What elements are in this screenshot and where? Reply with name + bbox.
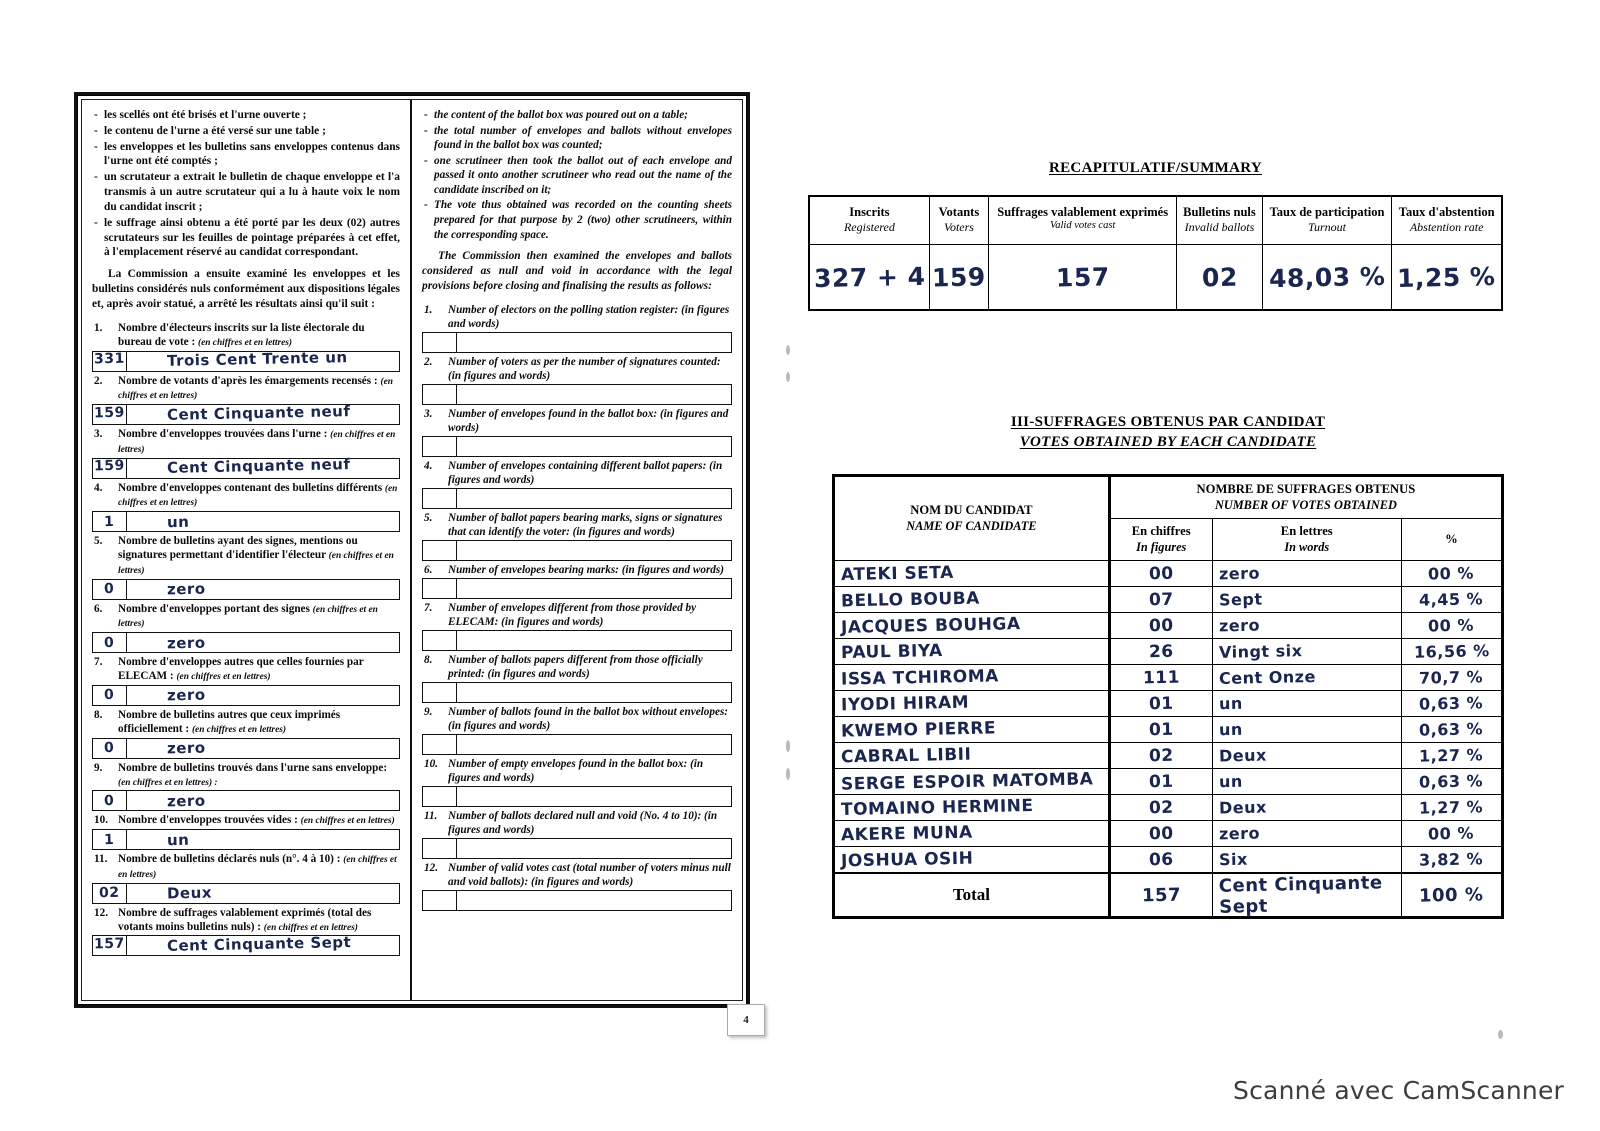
form-item	[422, 459, 732, 509]
bullet-item: - un scrutateur a extrait le bulletin de chaque enveloppe et l'a transmis à un autre scrutateur qui a lu à haute voix le nom du candidat inscrit ;	[92, 170, 400, 214]
cell-percent[interactable]: 00 %	[1401, 613, 1502, 639]
table-row	[834, 561, 1503, 587]
form-item	[92, 813, 400, 850]
words-cell	[457, 333, 731, 352]
scanned-form-page	[74, 92, 750, 1008]
col-inscrits: Inscrits Registered	[809, 196, 929, 245]
cell-words[interactable]: Vingt six	[1212, 639, 1401, 665]
cell-candidate-name[interactable]: JOSHUA OSIH	[834, 847, 1110, 874]
bullet-item: - The vote thus obtained was recorded on the counting sheets prepared for that purpose by 2 (two) other scrutineers, within the corresponding space.	[422, 198, 732, 242]
header-percent: %	[1401, 519, 1502, 561]
page-number-tab: 4	[727, 1004, 765, 1036]
form-item	[92, 906, 400, 957]
scan-speck	[786, 345, 790, 355]
cell-figures[interactable]: 26	[1109, 639, 1212, 665]
header-votes-obtained: NOMBRE DE SUFFRAGES OBTENUS NUMBER OF VOTES OBTAINED	[1109, 476, 1502, 519]
bullet-item: - les scellés ont été brisés et l'urne ouverte ;	[92, 108, 400, 123]
cell-candidate-name[interactable]: PAUL BIYA	[834, 639, 1110, 665]
cell-percent[interactable]: 0,63 %	[1401, 769, 1502, 795]
figure-cell	[423, 579, 457, 598]
cell-words[interactable]: Cent Onze	[1212, 665, 1401, 691]
form-item	[92, 655, 400, 706]
words-cell: Trois Cent Trente un	[166, 348, 348, 370]
header-in-figures: En chiffres In figures	[1109, 519, 1212, 561]
words-cell	[457, 787, 731, 806]
cell-words[interactable]: zero	[1212, 613, 1401, 639]
words-cell: zero	[166, 738, 206, 758]
answer-box[interactable]	[92, 829, 400, 850]
table-row	[834, 639, 1503, 665]
english-numbered-items	[422, 303, 732, 911]
item-label: Number of envelopes bearing marks: (in figures and words)	[448, 563, 724, 576]
answer-box[interactable]	[92, 932, 400, 956]
answer-box[interactable]	[92, 455, 400, 479]
figure-cell: 02	[93, 884, 127, 903]
scan-speck	[786, 372, 790, 382]
item-label: Number of empty envelopes found in the ballot box: (in figures and words)	[448, 757, 704, 784]
table-row	[834, 821, 1503, 847]
answer-box[interactable]	[92, 790, 400, 811]
words-cell: zero	[166, 791, 206, 811]
answer-box[interactable]	[92, 348, 400, 372]
cell-percent[interactable]: 16,56 %	[1401, 639, 1502, 665]
cell-candidate-name[interactable]: TOMAINO HERMINE	[834, 795, 1110, 821]
cell-figures[interactable]: 00	[1109, 821, 1212, 847]
cell-candidate-name[interactable]: SERGE ESPOIR MATOMBA	[834, 769, 1110, 795]
english-commission-paragraph: The Commission then examined the envelopes and ballots considered as null and void in accordance with the legal provisions before closing and finalising the results as follows:	[422, 250, 732, 292]
words-cell	[457, 579, 731, 598]
words-cell: Cent Cinquante Sept	[166, 932, 352, 955]
figure-cell	[423, 631, 457, 650]
value-inscrits[interactable]: 327 + 4	[809, 245, 929, 311]
figure-cell: 159	[93, 405, 127, 424]
item-label: Nombre d'enveloppes contenant des bulletins différents (en chiffres et en lettres)	[118, 481, 398, 509]
col-suffrages-valables: Suffrages valablement exprimés Valid votes cast	[989, 196, 1177, 245]
total-figures[interactable]: 157	[1109, 873, 1212, 918]
cell-figures[interactable]: 07	[1109, 587, 1212, 613]
header-candidate-name: NOM DU CANDIDAT NAME OF CANDIDATE	[834, 476, 1110, 561]
words-cell: un	[166, 830, 190, 849]
figure-cell: 0	[93, 633, 127, 652]
figure-cell: 157	[93, 936, 127, 955]
cell-figures[interactable]: 02	[1109, 743, 1212, 769]
answer-box[interactable]	[92, 579, 400, 600]
item-label: Nombre d'enveloppes trouvées vides : (en chiffres et en lettres)	[118, 814, 395, 827]
cell-words[interactable]: Six	[1212, 847, 1401, 874]
words-cell	[457, 631, 731, 650]
figure-cell	[423, 839, 457, 858]
answer-box[interactable]	[92, 883, 400, 904]
cell-words[interactable]: zero	[1212, 561, 1401, 587]
form-item	[92, 852, 400, 904]
figure-cell: 0	[93, 791, 127, 810]
form-item	[92, 321, 400, 372]
words-cell	[457, 385, 731, 404]
words-cell	[457, 541, 731, 560]
answer-box[interactable]	[92, 632, 400, 653]
item-label: Nombre d'enveloppes portant des signes (en chiffres et en lettres)	[118, 602, 378, 630]
col-bulletins-nuls: Bulletins nuls Invalid ballots	[1177, 196, 1262, 245]
value-suffrages-valables[interactable]: 157	[989, 245, 1177, 311]
figure-cell: 0	[93, 580, 127, 599]
english-column	[412, 100, 742, 1000]
table-header-row	[809, 196, 1502, 245]
answer-box[interactable]	[92, 511, 400, 532]
item-label: Nombre de bulletins trouvés dans l'urne sans enveloppe: (en chiffres et en lettres) :	[118, 761, 388, 788]
cell-words[interactable]: un	[1212, 691, 1401, 717]
table-header-row-1	[834, 476, 1503, 519]
cell-figures[interactable]: 01	[1109, 691, 1212, 717]
cell-percent[interactable]: 1,27 %	[1401, 795, 1502, 821]
figure-cell: 159	[93, 459, 127, 478]
figure-cell: 0	[93, 739, 127, 758]
votes-by-candidate-table	[832, 474, 1504, 919]
value-bulletins-nuls[interactable]: 02	[1177, 245, 1262, 311]
scan-speck	[786, 768, 790, 780]
words-cell: Cent Cinquante neuf	[166, 455, 351, 477]
cell-percent[interactable]: 00 %	[1401, 561, 1502, 587]
form-item	[422, 653, 732, 703]
value-votants[interactable]: 159	[929, 245, 988, 311]
answer-box[interactable]	[422, 540, 732, 561]
item-label: Number of voters as per the number of signatures counted: (in figures and words)	[448, 355, 721, 382]
figure-cell	[423, 385, 457, 404]
figure-cell: 1	[93, 830, 127, 849]
words-cell	[457, 735, 731, 754]
form-item	[422, 861, 732, 911]
words-cell: Cent Cinquante neuf	[166, 401, 351, 424]
form-item	[422, 511, 732, 561]
words-cell: un	[166, 512, 190, 531]
cell-candidate-name[interactable]: IYODI HIRAM	[834, 691, 1110, 717]
answer-box[interactable]	[422, 578, 732, 599]
answer-box[interactable]	[92, 401, 400, 425]
col-taux-participation: Taux de participation Turnout	[1262, 196, 1392, 245]
cell-candidate-name[interactable]: BELLO BOUBA	[834, 587, 1110, 613]
bullet-item: - one scrutineer then took the ballot out of each envelope and passed it onto another scrutineer who read out the name of the candidate inscribed on it;	[422, 154, 732, 198]
cell-candidate-name[interactable]: AKERE MUNA	[834, 821, 1110, 847]
figure-cell: 0	[93, 686, 127, 705]
cell-words[interactable]: un	[1212, 717, 1401, 743]
form-item	[422, 303, 732, 353]
cell-words[interactable]: Deux	[1212, 743, 1401, 769]
french-column	[82, 100, 412, 1000]
figure-cell	[423, 489, 457, 508]
words-cell: zero	[166, 633, 206, 652]
figure-cell: 1	[93, 512, 127, 531]
words-cell	[457, 891, 731, 910]
figure-cell	[423, 333, 457, 352]
bullet-item: - the total number of envelopes and ballots without envelopes found in the ballot box was counted;	[422, 124, 732, 153]
table-row	[834, 743, 1503, 769]
english-procedure-bullets	[422, 108, 732, 242]
answer-box[interactable]	[422, 630, 732, 651]
cell-figures[interactable]: 01	[1109, 769, 1212, 795]
form-item	[422, 355, 732, 405]
cell-candidate-name[interactable]: CABRAL LIBII	[834, 743, 1110, 769]
item-label: Nombre d'enveloppes trouvées dans l'urne : (en chiffres et en lettres)	[118, 428, 396, 455]
figure-cell	[423, 437, 457, 456]
item-label: Number of envelopes containing different ballot papers: (in figures and words)	[448, 459, 723, 486]
figure-cell	[423, 735, 457, 754]
form-item	[92, 708, 400, 759]
item-label: Nombre de suffrages valablement exprimés (total des votants moins bulletins nuls) : (en chiffres et en lettres)	[118, 906, 372, 933]
item-label: Nombre de bulletins autres que ceux imprimés officiellement : (en chiffres et en lettres)	[118, 708, 341, 735]
words-cell	[457, 489, 731, 508]
bullet-item: - le contenu de l'urne a été versé sur une table ;	[92, 124, 400, 139]
col-taux-abstention: Taux d'abstention Abstention rate	[1392, 196, 1502, 245]
answer-box[interactable]	[422, 332, 732, 353]
form-item	[92, 374, 400, 426]
cell-figures[interactable]: 01	[1109, 717, 1212, 743]
cell-percent[interactable]: 3,82 %	[1401, 847, 1502, 874]
form-item	[92, 761, 400, 812]
total-words[interactable]: Cent Cinquante Sept	[1212, 873, 1401, 918]
cell-words[interactable]: zero	[1212, 821, 1401, 847]
answer-box[interactable]	[92, 685, 400, 706]
item-label: Number of ballots found in the ballot box without envelopes: (in figures and words)	[448, 705, 729, 732]
answer-box[interactable]	[422, 682, 732, 703]
scan-speck	[1498, 1030, 1503, 1039]
table-total-row	[834, 873, 1503, 918]
form-item	[92, 534, 400, 600]
answer-box[interactable]	[422, 436, 732, 457]
cell-candidate-name[interactable]: ISSA TCHIROMA	[834, 665, 1110, 691]
table-row	[834, 769, 1503, 795]
cell-percent[interactable]: 0,63 %	[1401, 717, 1502, 743]
table-row	[834, 613, 1503, 639]
cell-figures[interactable]: 00	[1109, 613, 1212, 639]
words-cell: zero	[166, 579, 206, 599]
table-row	[834, 691, 1503, 717]
item-label: Nombre d'électeurs inscrits sur la liste électorale du bureau de vote : (en chiffres et en lettres)	[118, 321, 365, 348]
item-label: Number of electors on the polling station register: (in figures and words)	[448, 303, 730, 330]
words-cell	[457, 839, 731, 858]
item-label: Number of envelopes found in the ballot box: (in figures and words)	[448, 407, 729, 434]
col-votants: Votants Voters	[929, 196, 988, 245]
item-label: Nombre d'enveloppes autres que celles fournies par ELECAM : (en chiffres et en lettres)	[118, 656, 364, 683]
cell-candidate-name[interactable]: KWEMO PIERRE	[834, 717, 1110, 743]
words-cell	[457, 437, 731, 456]
form-item	[92, 427, 400, 479]
form-item	[92, 481, 400, 533]
cell-figures[interactable]: 00	[1109, 561, 1212, 587]
cell-candidate-name[interactable]: JACQUES BOUHGA	[834, 613, 1110, 639]
scan-speck	[786, 740, 790, 752]
table-row	[834, 847, 1503, 874]
form-item	[422, 601, 732, 651]
answer-box[interactable]	[422, 786, 732, 807]
value-taux-abstention[interactable]: 1,25 %	[1392, 245, 1502, 311]
table-row	[834, 587, 1503, 613]
recap-title: RECAPITULATIF/SUMMARY	[1049, 160, 1262, 176]
right-panel	[800, 0, 1600, 1131]
words-cell: Deux	[166, 883, 213, 903]
answer-box[interactable]	[422, 488, 732, 509]
cell-figures[interactable]: 111	[1109, 665, 1212, 691]
cell-words[interactable]: Deux	[1212, 795, 1401, 821]
cell-candidate-name[interactable]: ATEKI SETA	[834, 561, 1110, 587]
answer-box[interactable]	[422, 890, 732, 911]
item-label: Number of ballots declared null and void (No. 4 to 10): (in figures and words)	[448, 809, 718, 836]
answer-box[interactable]	[422, 734, 732, 755]
figure-cell	[423, 683, 457, 702]
answer-box[interactable]	[422, 838, 732, 859]
french-numbered-items	[92, 321, 400, 957]
form-item	[422, 705, 732, 755]
form-item	[422, 757, 732, 807]
cell-words[interactable]: Sept	[1212, 587, 1401, 613]
form-two-column-layout	[81, 99, 743, 1001]
words-cell	[457, 683, 731, 702]
recapitulatif-summary-table	[808, 195, 1503, 311]
cell-words[interactable]: un	[1212, 769, 1401, 795]
bullet-item: - le suffrage ainsi obtenu a été porté par les deux (02) autres scrutateurs sur les feuilles de pointage préparées à cet effet, à l'emplacement réservé au candidat correspondant.	[92, 216, 400, 260]
item-label: Number of ballots papers different from those officially printed: (in figures and words)	[448, 653, 703, 680]
form-item	[422, 407, 732, 457]
value-taux-participation[interactable]: 48,03 %	[1262, 245, 1392, 311]
total-percent[interactable]: 100 %	[1401, 873, 1502, 918]
answer-box[interactable]	[422, 384, 732, 405]
figure-cell: 331	[93, 352, 127, 371]
cell-percent[interactable]: 1,27 %	[1401, 743, 1502, 769]
camscanner-watermark: Scanné avec CamScanner	[1233, 1076, 1564, 1105]
cell-percent[interactable]: 0,63 %	[1401, 691, 1502, 717]
form-item	[92, 602, 400, 654]
cell-figures[interactable]: 06	[1109, 847, 1212, 874]
item-label: Number of valid votes cast (total number of voters minus null and void ballots): (in figures and words)	[448, 861, 731, 888]
table-row	[834, 795, 1503, 821]
figure-cell	[423, 541, 457, 560]
bullet-item: - the content of the ballot box was poured out on a table;	[422, 108, 732, 123]
item-label: Nombre de bulletins ayant des signes, mentions ou signatures permettant d'identifier l'électeur (en chiffres et en lettres)	[118, 535, 394, 576]
figure-cell	[423, 787, 457, 806]
cell-figures[interactable]: 02	[1109, 795, 1212, 821]
cell-percent[interactable]: 4,45 %	[1401, 587, 1502, 613]
total-label: Total	[834, 873, 1110, 918]
french-commission-paragraph: La Commission a ensuite examiné les enveloppes et les bulletins considérés nuls conformément aux dispositions légales et, après avoir statué, a arrêté les résultats ainsi qu'il suit :	[92, 268, 400, 310]
header-in-words: En lettres In words	[1212, 519, 1401, 561]
form-item	[422, 809, 732, 859]
cell-percent[interactable]: 70,7 %	[1401, 665, 1502, 691]
cell-percent[interactable]: 00 %	[1401, 821, 1502, 847]
item-label: Number of envelopes different from those provided by ELECAM: (in figures and words)	[448, 601, 697, 628]
item-label: Nombre de votants d'après les émargements recensés : (en chiffres et en lettres)	[118, 374, 393, 402]
bullet-item: - les enveloppes et les bulletins sans enveloppes contenus dans l'urne ont été comptés ;	[92, 140, 400, 170]
figure-cell	[423, 891, 457, 910]
form-item	[422, 563, 732, 599]
table-value-row	[809, 245, 1502, 311]
table-row	[834, 665, 1503, 691]
item-label: Nombre de bulletins déclarés nuls (n°. 4 à 10) : (en chiffres et en lettres)	[118, 853, 397, 880]
french-procedure-bullets	[92, 108, 400, 260]
table-row	[834, 717, 1503, 743]
candidates-section-title: III-SUFFRAGES OBTENUS PAR CANDIDAT VOTES OBTAINED BY EACH CANDIDATE	[1010, 414, 1326, 451]
item-label: Number of ballot papers bearing marks, signs or signatures that can identify the voter: (in figures and words)	[448, 511, 723, 538]
words-cell: zero	[166, 685, 206, 705]
answer-box[interactable]	[92, 738, 400, 759]
